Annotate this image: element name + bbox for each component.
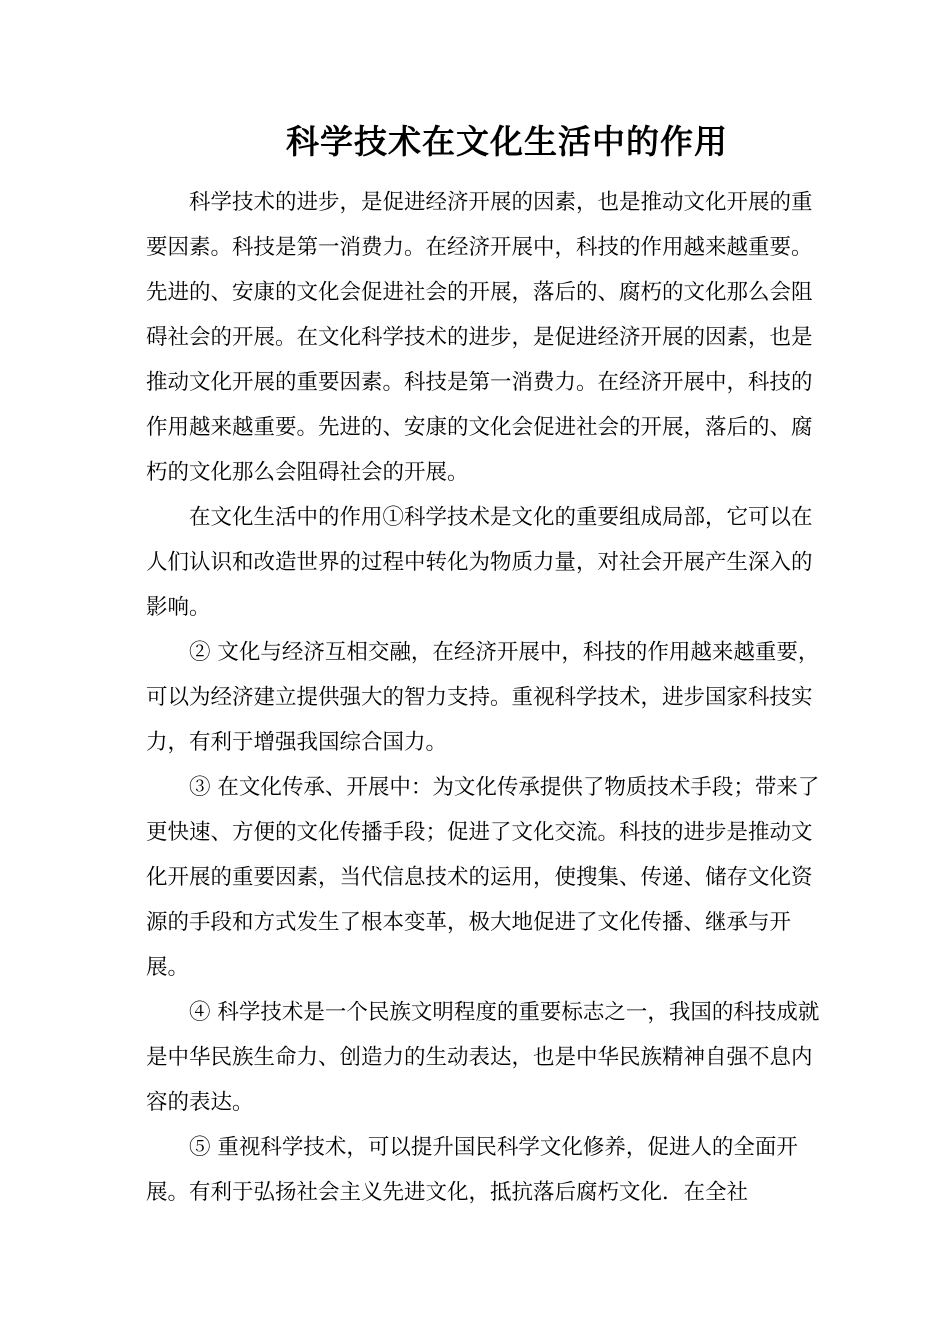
document-body — [146, 180, 826, 1215]
paragraph-3: ② 文化与经济互相交融，在经济开展中，科技的作用越来越重要，可以为经济建立提供强大的智力支持。重视科学技术，进步国家科技实力，有利于增强我国综合国力。 — [146, 640, 820, 755]
paragraph-1: 科学技术的进步，是促进经济开展的因素，也是推动文化开展的重要因素。科技是第一消费力。在经济开展中，科技的作用越来越重要。先进的、安康的文化会促进社会的开展，落后的、腐朽的文化那么会阻碍社会的开展。在文化科学技术的进步，是促进经济开展的因素，也是推动文化开展的重要因素。科技是第一消费力。在经济开展中，科技的作用越来越重要。先进的、安康的文化会促进社会的开展，落后的、腐朽的文化那么会阻碍社会的开展。 — [146, 190, 813, 485]
paragraph-5: ④ 科学技术是一个民族文明程度的重要标志之一，我国的科技成就是中华民族生命力、创造力的生动表达，也是中华民族精神自强不息内容的表达。 — [146, 1000, 820, 1115]
document-title: 科学技术在文化生活中的作用 — [286, 122, 728, 161]
paragraph-6: ⑤ 重视科学技术，可以提升国民科学文化修养，促进人的全面开展。有利于弘扬社会主义先进文化，抵抗落后腐朽文化．在全社 — [146, 1135, 798, 1205]
paragraph-4: ③ 在文化传承、开展中：为文化传承提供了物质技术手段；带来了更快速、方便的文化传播手段；促进了文化交流。科技的进步是推动文化开展的重要因素，当代信息技术的运用，使搜集、传递、储存文化资源的手段和方式发生了根本变革，极大地促进了文化传播、继承与开展。 — [146, 775, 820, 980]
paragraph-2: 在文化生活中的作用①科学技术是文化的重要组成局部，它可以在人们认识和改造世界的过程中转化为物质力量，对社会开展产生深入的影响。 — [146, 505, 813, 620]
